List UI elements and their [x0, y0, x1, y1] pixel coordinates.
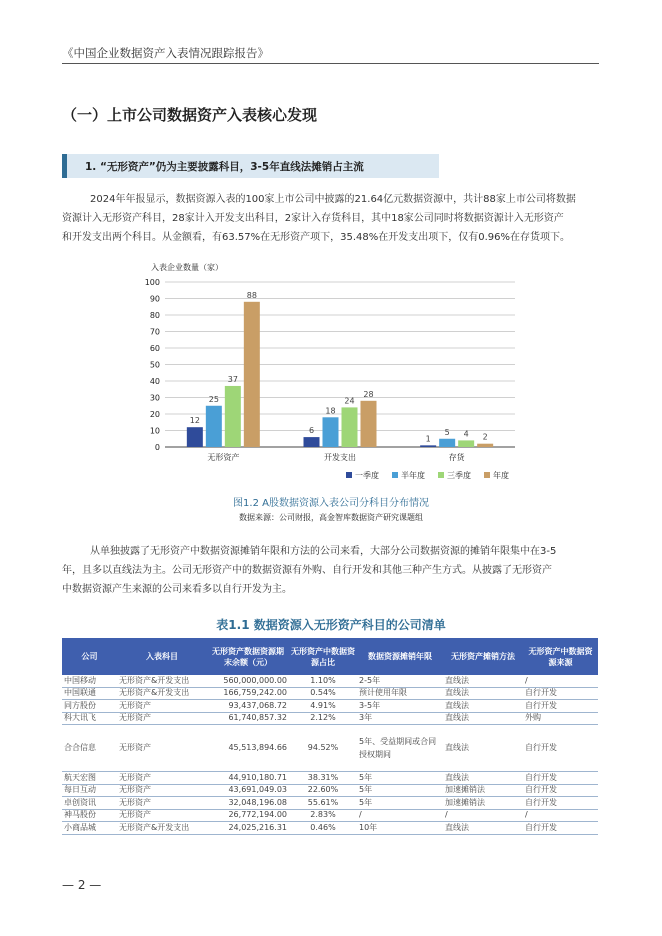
cell: 自行开发	[523, 687, 598, 700]
bar	[244, 302, 260, 447]
bar-value-label: 1	[425, 434, 431, 444]
bar-value-label: 12	[189, 416, 200, 426]
x-tick-label: 开发支出	[324, 453, 356, 462]
cell: 直线法	[443, 725, 523, 772]
legend-swatch	[484, 472, 490, 478]
table-title: 表1.1 数据资源入无形资产科目的公司清单	[216, 618, 446, 632]
bar-chart	[140, 258, 530, 490]
bar	[304, 437, 320, 447]
cell: 24,025,216.31	[207, 822, 289, 835]
table-row	[62, 772, 598, 785]
y-tick-label: 50	[149, 360, 160, 370]
table-header-row	[62, 638, 598, 675]
x-tick-label: 存货	[448, 453, 465, 462]
cell: 中国移动	[62, 675, 117, 687]
cell: 外购	[523, 712, 598, 725]
bar	[323, 417, 339, 447]
paragraph-2	[62, 542, 556, 599]
bar-value-label: 2	[482, 432, 488, 442]
report-header-title: 《中国企业数据资产入表情况跟踪报告》	[62, 46, 269, 60]
cell: 93,437,068.72	[207, 700, 289, 713]
table-row	[62, 700, 598, 713]
legend-label: 半年度	[401, 471, 425, 480]
bar-value-label: 18	[325, 406, 336, 416]
cell: /	[523, 675, 598, 687]
col-header: 无形资产中数据资源占比	[289, 638, 357, 675]
y-tick-label: 30	[149, 393, 160, 403]
paragraph-2-line: 从单独披露了无形资产中数据资源摊销年限和方法的公司来看，大部分公司数据资源的摊销年限集中在3-5	[90, 546, 557, 557]
cell: 无形资产	[117, 809, 207, 822]
subheading-box	[62, 154, 439, 178]
bar	[477, 444, 493, 447]
bar	[361, 401, 377, 447]
cell: 自行开发	[523, 822, 598, 835]
bar-value-label: 88	[246, 290, 257, 300]
cell: 航天宏图	[62, 772, 117, 785]
table-row	[62, 797, 598, 810]
cell: 43,691,049.03	[207, 784, 289, 797]
subheading-text: 1. “无形资产”仍为主要披露科目，3-5年直线法摊销占主流	[85, 161, 364, 173]
paragraph-1	[62, 190, 576, 247]
cell: 无形资产	[117, 797, 207, 810]
cell: 直线法	[443, 687, 523, 700]
cell: 5年	[357, 784, 443, 797]
bar	[206, 406, 222, 447]
paragraph-1-line: 2024年年报显示，数据资源入表的100家上市公司中披露的21.64亿元数据资源中，共计88家上市公司将数据	[90, 194, 576, 205]
page-number: — 2 —	[62, 878, 102, 892]
cell: 2.12%	[289, 712, 357, 725]
legend-label: 一季度	[355, 471, 379, 480]
paragraph-1-line: 和开发支出两个科目。从金额看，有63.57%在无形资产项下，35.48%在开发支出项下，仅有0.96%在存货项下。	[62, 232, 571, 243]
cell: 无形资产&开发支出	[117, 687, 207, 700]
cell: 166,759,242.00	[207, 687, 289, 700]
cell: 直线法	[443, 700, 523, 713]
cell: 神马股份	[62, 809, 117, 822]
cell: 22.60%	[289, 784, 357, 797]
cell: 2-5年	[357, 675, 443, 687]
bar-value-label: 37	[227, 374, 238, 384]
bar-value-label: 24	[344, 396, 355, 406]
y-tick-label: 0	[154, 443, 160, 452]
cell: 自行开发	[523, 772, 598, 785]
bar	[187, 427, 203, 447]
y-tick-label: 90	[149, 294, 160, 304]
cell: 0.46%	[289, 822, 357, 835]
legend-swatch	[392, 472, 398, 478]
cell: 直线法	[443, 822, 523, 835]
cell: /	[357, 809, 443, 822]
cell: 无形资产	[117, 772, 207, 785]
y-tick-label: 70	[149, 327, 160, 337]
cell: 0.54%	[289, 687, 357, 700]
cell: 无形资产&开发支出	[117, 822, 207, 835]
cell: 560,000,000.00	[207, 675, 289, 687]
paragraph-1-line: 资源计入无形资产科目，28家计入开发支出科目，2家计入存货科目，其中18家公司同时将数据资源计入无形资产	[62, 213, 564, 224]
y-tick-label: 100	[144, 278, 160, 287]
legend-label: 三季度	[447, 471, 471, 480]
figure-source: 数据来源：公司财报，高金智库数据资产研究课题组	[239, 513, 423, 522]
cell: 5年	[357, 797, 443, 810]
legend-swatch	[438, 472, 444, 478]
cell: 10年	[357, 822, 443, 835]
cell: 4.91%	[289, 700, 357, 713]
x-tick-label: 无形资产	[207, 453, 240, 462]
cell: 加速摊销法	[443, 797, 523, 810]
cell: 自行开发	[523, 700, 598, 713]
cell: 预计使用年限	[357, 687, 443, 700]
cell: 直线法	[443, 712, 523, 725]
cell: 合合信息	[62, 725, 117, 772]
bar	[439, 439, 455, 447]
cell: 无形资产	[117, 712, 207, 725]
cell: 卓创资讯	[62, 797, 117, 810]
header-divider	[62, 63, 599, 64]
y-tick-label: 10	[149, 426, 160, 436]
cell: 3年	[357, 712, 443, 725]
cell: 加速摊销法	[443, 784, 523, 797]
cell: 45,513,894.66	[207, 725, 289, 772]
cell: /	[443, 809, 523, 822]
company-list-table	[62, 638, 598, 835]
cell: 44,910,180.71	[207, 772, 289, 785]
legend-swatch	[346, 472, 352, 478]
cell: 科大讯飞	[62, 712, 117, 725]
cell: 94.52%	[289, 725, 357, 772]
bar-value-label: 5	[444, 427, 450, 437]
y-axis-label: 入表企业数量（家）	[151, 263, 223, 272]
section-title: （一）上市公司数据资产入表核心发现	[62, 106, 318, 124]
col-header: 数据资源摊销年限	[357, 638, 443, 675]
col-header: 无形资产摊销方法	[443, 638, 523, 675]
y-tick-label: 60	[149, 344, 160, 353]
cell: 5年	[357, 772, 443, 785]
cell: 直线法	[443, 772, 523, 785]
y-tick-label: 40	[149, 377, 160, 386]
table-row	[62, 675, 598, 687]
bar-value-label: 25	[208, 394, 219, 404]
bar	[225, 386, 241, 447]
y-tick-label: 80	[149, 311, 160, 320]
bar-value-label: 6	[308, 426, 315, 436]
paragraph-2-line: 中数据资源产生来源的公司来看多以自行开发为主。	[62, 584, 292, 595]
col-header: 公司	[62, 638, 117, 675]
col-header: 入表科目	[117, 638, 207, 675]
cell: 26,772,194.00	[207, 809, 289, 822]
cell: 自行开发	[523, 784, 598, 797]
cell: /	[523, 809, 598, 822]
cell: 每日互动	[62, 784, 117, 797]
cell: 38.31%	[289, 772, 357, 785]
cell: 自行开发	[523, 797, 598, 810]
cell: 直线法	[443, 675, 523, 687]
cell: 同方股份	[62, 700, 117, 713]
figure-caption: 图1.2 A股数据资源入表公司分科目分布情况	[233, 498, 429, 509]
cell: 无形资产&开发支出	[117, 675, 207, 687]
bar	[342, 407, 358, 447]
table-row	[62, 712, 598, 725]
cell: 无形资产	[117, 784, 207, 797]
bar	[420, 445, 436, 447]
paragraph-2-line: 年，且多以直线法为主。公司无形资产中的数据资源有外购、自行开发和其他三种产生方式。从披露了无形资产	[62, 565, 552, 576]
table-row	[62, 809, 598, 822]
cell: 中国联通	[62, 687, 117, 700]
cell: 无形资产	[117, 725, 207, 772]
legend-label: 年度	[493, 471, 509, 480]
cell: 自行开发	[523, 725, 598, 772]
y-tick-label: 20	[149, 410, 160, 419]
cell: 5年、受益期间或合同授权期间	[357, 725, 443, 772]
table-row	[62, 725, 598, 772]
col-header: 无形资产数据资源期末余额（元）	[207, 638, 289, 675]
cell: 32,048,196.08	[207, 797, 289, 810]
bar	[458, 440, 474, 447]
col-header: 无形资产中数据资源来源	[523, 638, 598, 675]
cell: 3-5年	[357, 700, 443, 713]
cell: 无形资产	[117, 700, 207, 713]
table-row	[62, 784, 598, 797]
cell: 小商品城	[62, 822, 117, 835]
bar-value-label: 4	[463, 429, 469, 439]
table-row	[62, 822, 598, 835]
cell: 61,740,857.32	[207, 712, 289, 725]
table-row	[62, 687, 598, 700]
bar-value-label: 28	[363, 389, 374, 399]
cell: 2.83%	[289, 809, 357, 822]
cell: 55.61%	[289, 797, 357, 810]
cell: 1.10%	[289, 675, 357, 687]
